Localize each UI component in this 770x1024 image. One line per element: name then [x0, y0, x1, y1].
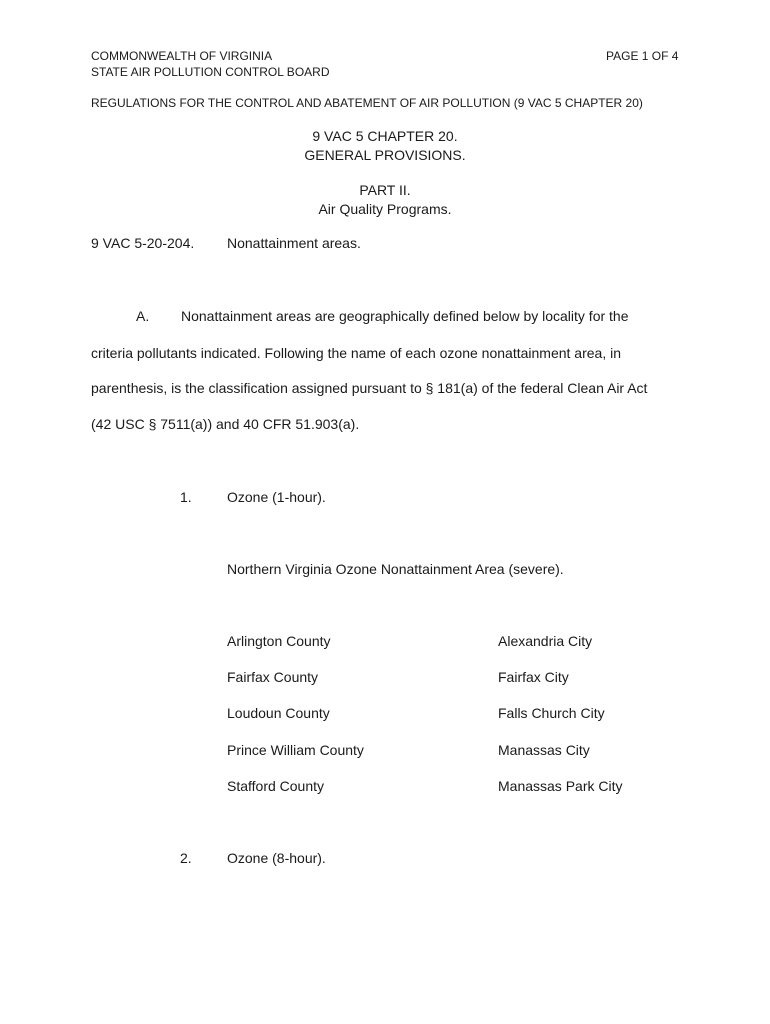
locality-county: Prince William County	[227, 742, 364, 758]
chapter-title: GENERAL PROVISIONS.	[304, 147, 466, 163]
locality-county: Arlington County	[227, 633, 331, 649]
list-item-text: Ozone (1-hour).	[227, 489, 326, 505]
header-agency: COMMONWEALTH OF VIRGINIA	[91, 49, 273, 63]
page-indicator: PAGE 1 OF 4	[606, 49, 679, 63]
nonattainment-area-name: Northern Virginia Ozone Nonattainment Area (severe).	[227, 561, 564, 577]
part-heading	[0, 181, 770, 219]
locality-county: Fairfax County	[227, 669, 319, 685]
paragraph-line: parenthesis, is the classification assigned pursuant to § 181(a) of the federal Clean Air Act	[91, 380, 648, 396]
list-item-number: 1.	[180, 489, 192, 505]
chapter-heading	[0, 127, 770, 165]
chapter-number: 9 VAC 5 CHAPTER 20.	[312, 128, 458, 144]
list-item-number: 2.	[180, 850, 192, 866]
locality-city: Fairfax City	[498, 669, 569, 685]
regulation-title: REGULATIONS FOR THE CONTROL AND ABATEMENT OF AIR POLLUTION (9 VAC 5 CHAPTER 20)	[91, 96, 643, 110]
section-title: Nonattainment areas.	[227, 235, 361, 251]
paragraph-line: (42 USC § 7511(a)) and 40 CFR 51.903(a).	[91, 416, 360, 432]
paragraph-label: A.	[136, 308, 150, 324]
part-number: PART II.	[359, 182, 411, 198]
paragraph-line: Nonattainment areas are geographically defined below by locality for the	[181, 308, 629, 324]
part-title: Air Quality Programs.	[318, 201, 452, 217]
paragraph-line: criteria pollutants indicated. Following the name of each ozone nonattainment area, in	[91, 345, 621, 361]
locality-city: Manassas City	[498, 742, 590, 758]
locality-county: Stafford County	[227, 778, 325, 794]
section-number: 9 VAC 5-20-204.	[91, 235, 195, 251]
locality-city: Manassas Park City	[498, 778, 623, 794]
header-board: STATE AIR POLLUTION CONTROL BOARD	[91, 65, 330, 79]
locality-city: Alexandria City	[498, 633, 593, 649]
list-item-text: Ozone (8-hour).	[227, 850, 326, 866]
locality-county: Loudoun County	[227, 705, 330, 721]
locality-city: Falls Church City	[498, 705, 605, 721]
